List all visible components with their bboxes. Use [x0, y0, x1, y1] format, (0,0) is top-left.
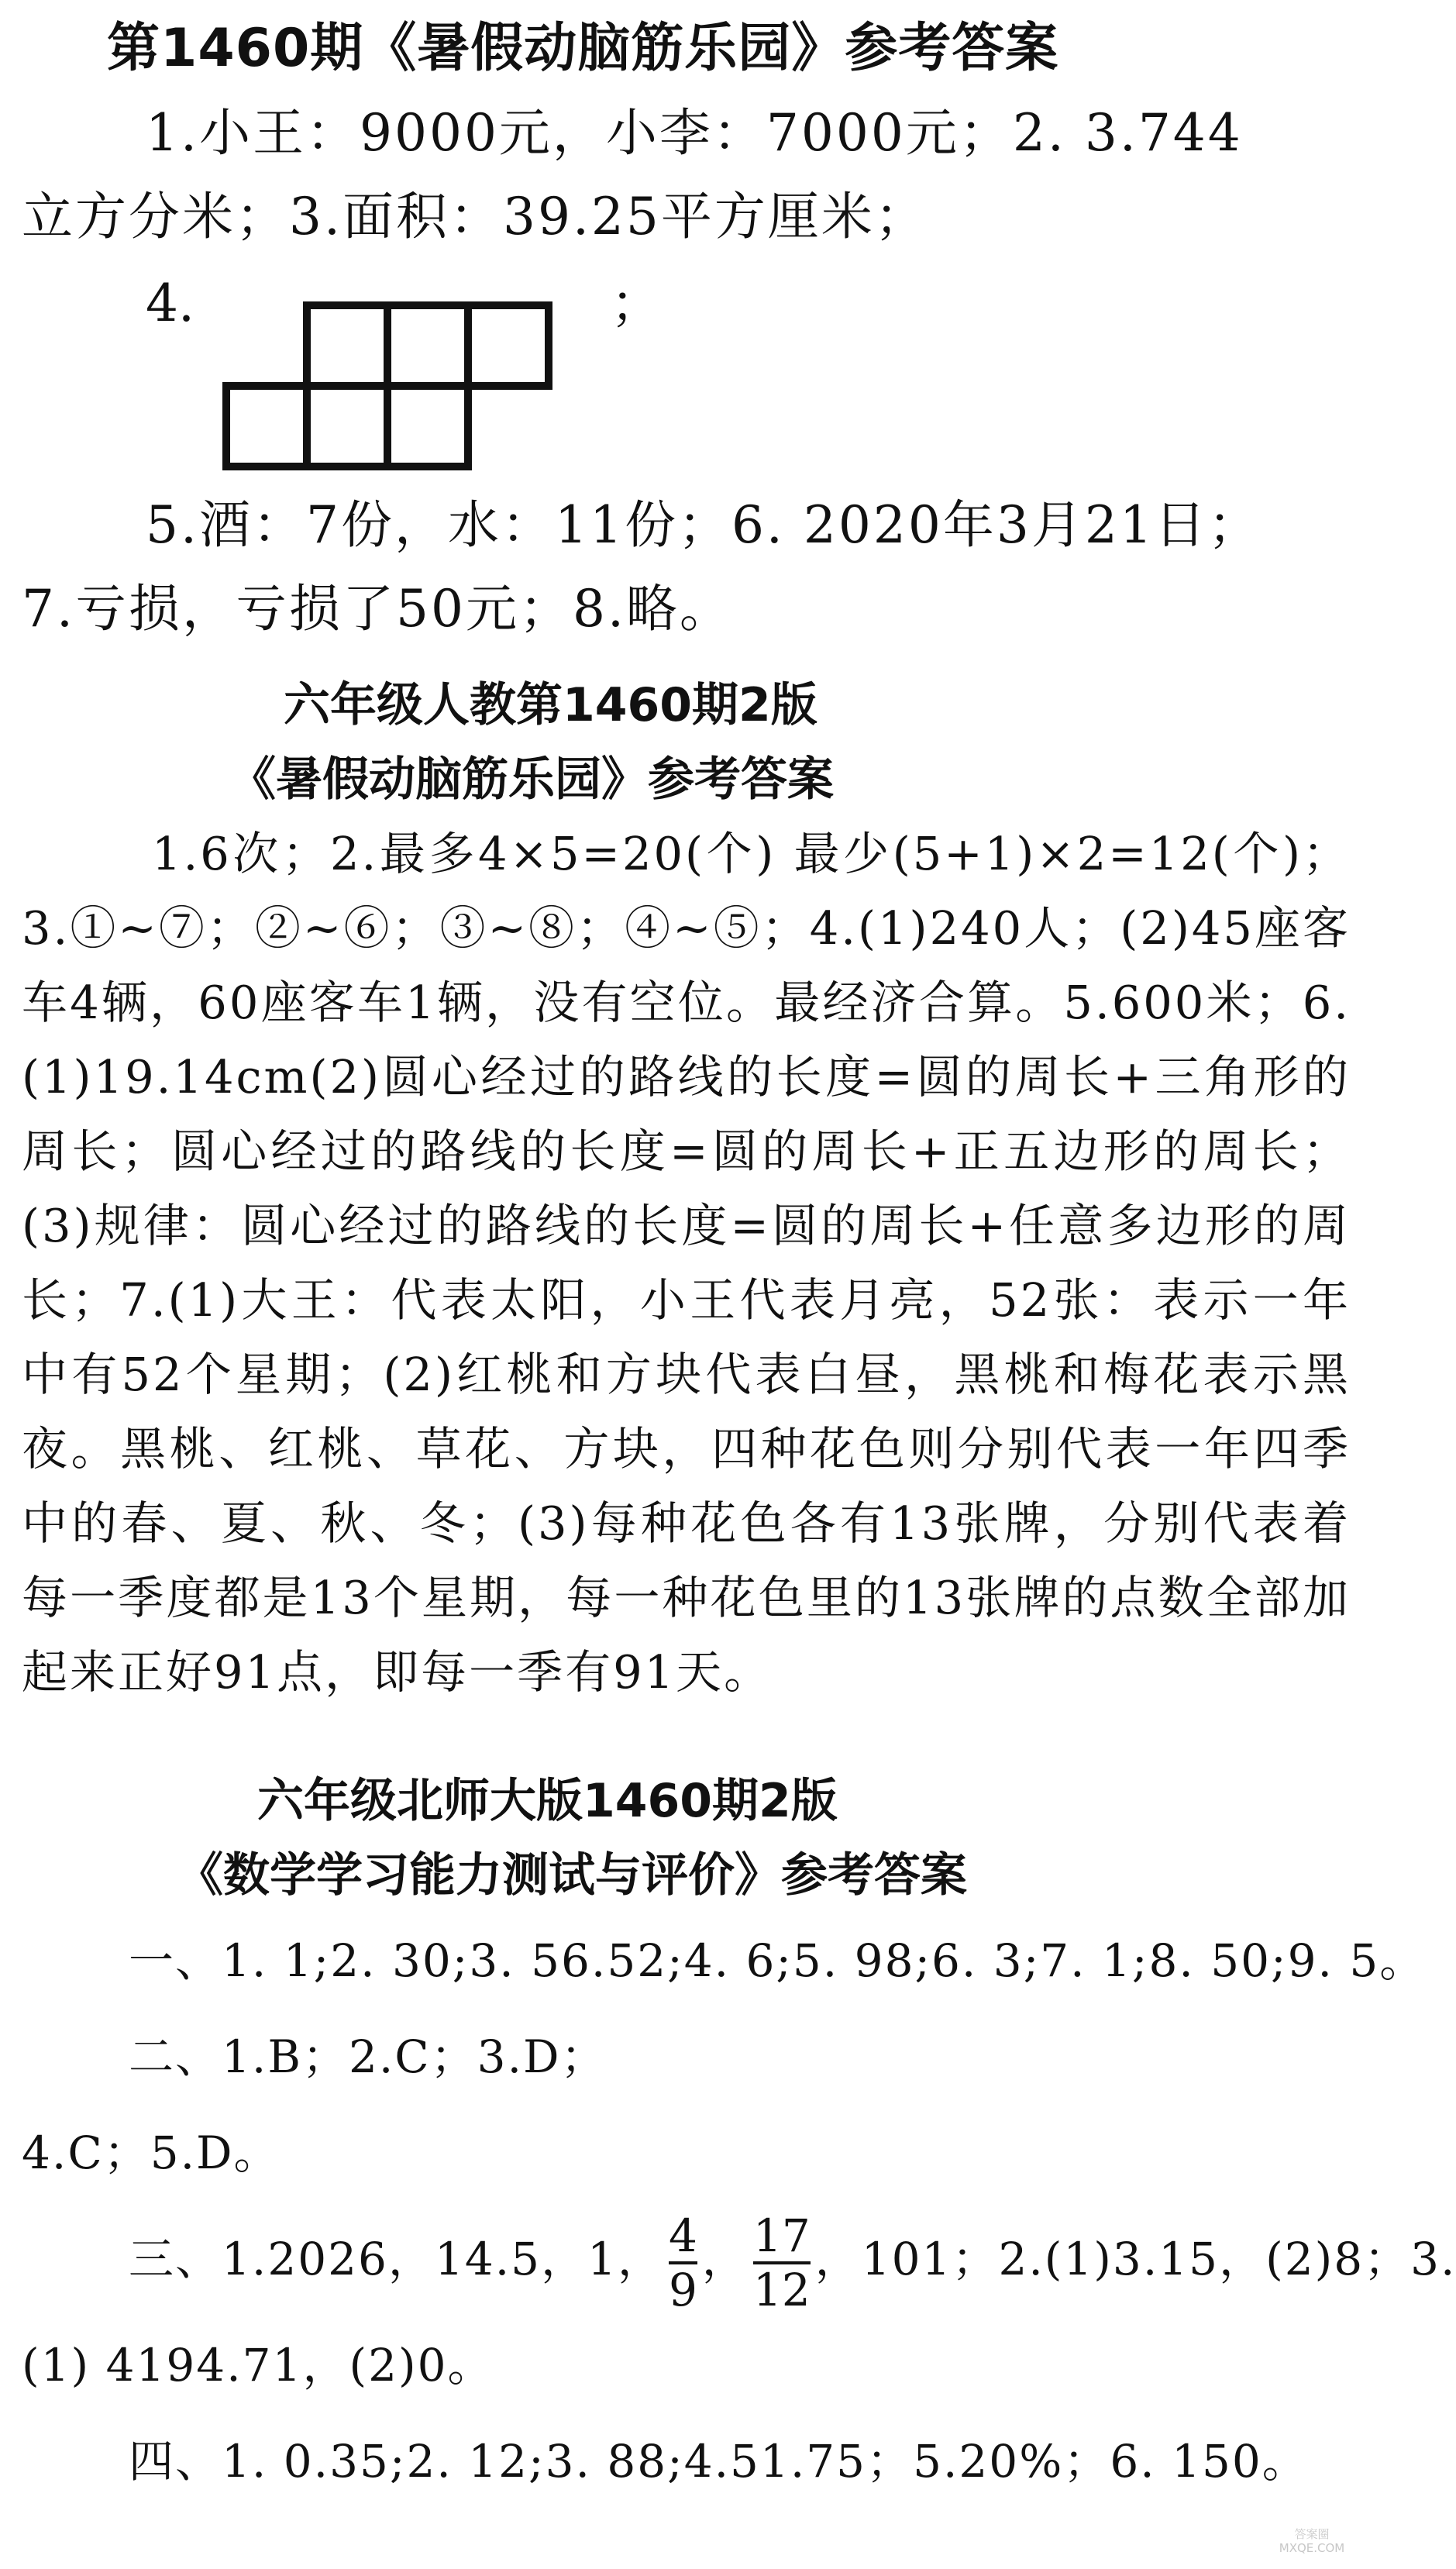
section3-line5: (1) 4194.71，(2)0。 [22, 2339, 494, 2392]
net-square-3 [307, 386, 387, 467]
section1-line5: 7.亏损，亏损了50元；8.略。 [22, 579, 733, 639]
section3-line3: 4.C；5.D。 [22, 2126, 281, 2179]
question4-label: 4. [146, 274, 194, 333]
section3-title-line2: 《数学学习能力测试与评价》参考答案 [177, 1848, 967, 1903]
watermark-line2: MXQE.COM [1279, 2541, 1345, 2555]
net-square-2 [307, 305, 387, 386]
section3-line1: 一、1. 1;2. 30;3. 56.52;4. 6;5. 98;6. 3;7. 1;8. 50;9. 5。 [129, 1934, 1427, 1987]
net-square-1 [226, 386, 307, 467]
section1-line1: 1.小王：9000元，小李：7000元；2. 3.744 [146, 103, 1243, 163]
net-square-6 [468, 305, 549, 386]
watermark-line1: 答案圈 [1294, 2527, 1330, 2541]
fraction-17-12 [752, 2209, 811, 2316]
net-square-4 [387, 386, 468, 467]
section3-line4-post: ，101；2.(1)3.15，(2)8；3. [814, 2233, 1456, 2285]
fraction2-denominator: 12 [752, 2263, 811, 2316]
net-figure [222, 291, 594, 477]
section3-line6: 四、1. 0.35;2. 12;3. 88;4.51.75；5.20%；6. 150。 [129, 2435, 1309, 2488]
section3-line4-pre: 三、1.2026，14.5，1， [129, 2233, 664, 2285]
section3-line4 [22, 2201, 1456, 2317]
fraction1-numerator: 4 [669, 2209, 697, 2262]
fraction1-denominator: 9 [669, 2263, 697, 2316]
section1-line2: 立方分米；3.面积：39.25平方厘米； [22, 187, 928, 246]
section2-body: 1.6次；2.最多4×5=20(个) 最少(5+1)×2=12(个)；3.①~⑦；②~⑥；③~⑧；④~⑤；4.(1)240人；(2)45座客车4辆，60座客车1辆，没有空位。最经济合算。5.600米；6.(1)19.14cm(2)圆心经过的路线的长度=圆的周长+三角形的周长；圆心经过的路线的长度=圆的周长+正五边形的周长；(3)规律：圆心经过的路线的长度=圆的周长+任意多边形的周长；7.(1)大王：代表太阳，小王代表月亮，52张：表示一年中有52个星期；(2)红桃和方块代表白昼，黑桃和梅花表示黑夜。黑桃、红桃、草花、方块，四种花色则分别代表一年四季中的春、夏、秋、冬；(3)每种花色各有13张牌，分别代表着每一季度都是13个星期，每一种花色里的13张牌的点数全部加起来正好91点，即每一季有91天。 [22, 827, 1351, 1699]
section1-title: 第1460期《暑假动脑筋乐园》参考答案 [107, 18, 1059, 79]
section3-line2: 二、1.B；2.C；3.D； [129, 2030, 608, 2083]
section2-title-line2: 《暑假动脑筋乐园》参考答案 [229, 752, 834, 807]
question4-row [22, 259, 1351, 484]
site-watermark [1273, 2527, 1351, 2563]
section2-title-line1: 六年级人教第1460期2版 [284, 678, 817, 732]
question4-semicolon: ； [611, 274, 662, 333]
section3-title-line1: 六年级北师大版1460期2版 [257, 1774, 838, 1828]
section3-line4-sep: ， [701, 2233, 749, 2285]
fraction-4-9 [669, 2209, 697, 2316]
fraction2-numerator: 17 [752, 2209, 811, 2262]
section1-line4: 5.酒：7份，水：11份；6. 2020年3月21日； [146, 495, 1262, 555]
net-square-5 [387, 305, 468, 386]
